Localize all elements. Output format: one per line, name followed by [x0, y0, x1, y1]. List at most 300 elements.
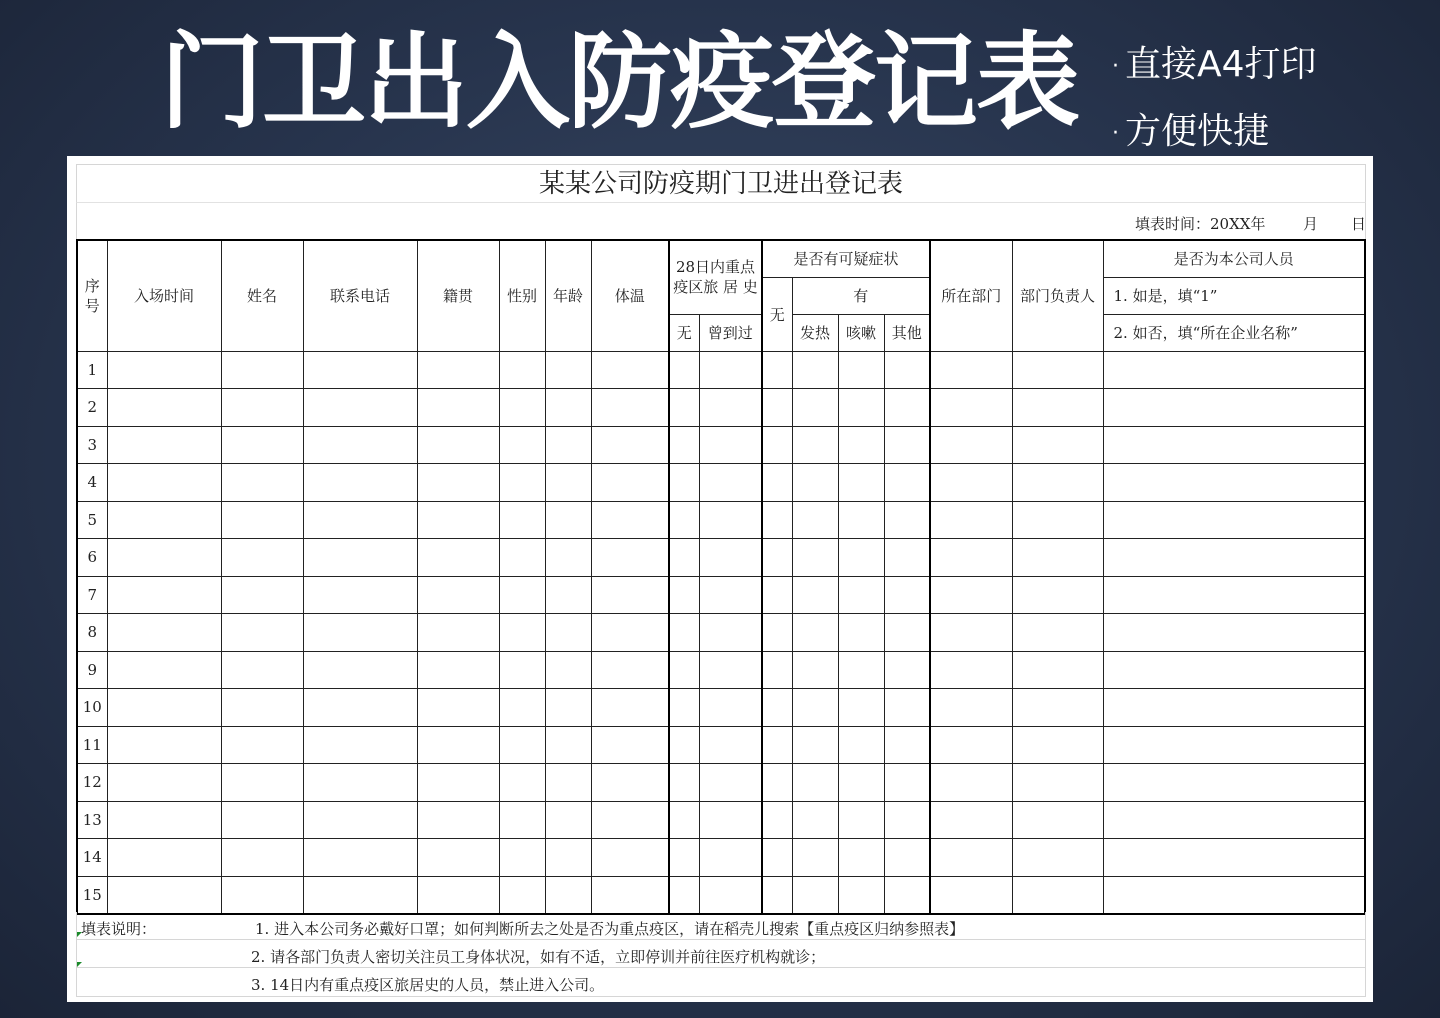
- fill-time-row[interactable]: [76, 202, 1366, 239]
- table-cell[interactable]: [1012, 764, 1103, 802]
- table-cell[interactable]: [669, 614, 699, 652]
- table-cell[interactable]: [699, 351, 762, 389]
- table-cell[interactable]: [884, 764, 930, 802]
- table-cell[interactable]: [545, 651, 591, 689]
- table-cell[interactable]: [669, 389, 699, 427]
- table-cell[interactable]: [884, 726, 930, 764]
- table-cell[interactable]: [1103, 614, 1365, 652]
- table-cell[interactable]: [1012, 351, 1103, 389]
- table-cell[interactable]: [107, 464, 221, 502]
- table-cell[interactable]: [221, 651, 303, 689]
- table-cell[interactable]: [1103, 651, 1365, 689]
- row-number-cell[interactable]: 9: [77, 651, 107, 689]
- table-cell[interactable]: [1103, 464, 1365, 502]
- table-cell[interactable]: [762, 651, 792, 689]
- table-cell[interactable]: [591, 501, 669, 539]
- table-cell[interactable]: [303, 876, 417, 914]
- table-cell[interactable]: [221, 501, 303, 539]
- table-cell[interactable]: [591, 576, 669, 614]
- table-cell[interactable]: [1012, 876, 1103, 914]
- table-cell[interactable]: [838, 576, 884, 614]
- table-cell[interactable]: [838, 876, 884, 914]
- table-cell[interactable]: [762, 539, 792, 577]
- table-cell[interactable]: [107, 614, 221, 652]
- table-cell[interactable]: [762, 839, 792, 877]
- table-cell[interactable]: [884, 539, 930, 577]
- table-cell[interactable]: [1103, 689, 1365, 727]
- table-cell[interactable]: [930, 764, 1012, 802]
- table-cell[interactable]: [221, 876, 303, 914]
- table-cell[interactable]: [107, 651, 221, 689]
- table-cell[interactable]: [930, 389, 1012, 427]
- table-cell[interactable]: [107, 801, 221, 839]
- table-row: [77, 651, 1365, 689]
- table-cell[interactable]: [545, 464, 591, 502]
- table-cell[interactable]: [669, 464, 699, 502]
- table-cell[interactable]: [417, 539, 499, 577]
- table-cell[interactable]: [792, 351, 838, 389]
- table-cell[interactable]: [545, 539, 591, 577]
- table-cell[interactable]: [792, 614, 838, 652]
- table-cell[interactable]: [1103, 764, 1365, 802]
- table-cell[interactable]: [669, 351, 699, 389]
- table-cell[interactable]: [1012, 839, 1103, 877]
- table-row: [77, 501, 1365, 539]
- table-cell[interactable]: [930, 426, 1012, 464]
- row-number-cell[interactable]: 3: [77, 426, 107, 464]
- header-other[interactable]: 其他: [884, 314, 930, 351]
- row-number-cell[interactable]: 14: [77, 839, 107, 877]
- table-cell[interactable]: [838, 651, 884, 689]
- table-cell[interactable]: [762, 576, 792, 614]
- table-cell[interactable]: [303, 801, 417, 839]
- header-travel-history[interactable]: 28日内重点疫区旅 居 史: [669, 240, 762, 314]
- table-cell[interactable]: [499, 576, 545, 614]
- table-cell[interactable]: [1103, 839, 1365, 877]
- table-cell[interactable]: [545, 689, 591, 727]
- table-cell[interactable]: [107, 389, 221, 427]
- table-cell[interactable]: [792, 539, 838, 577]
- table-cell[interactable]: [545, 501, 591, 539]
- table-cell[interactable]: [884, 876, 930, 914]
- table-cell[interactable]: [792, 801, 838, 839]
- table-cell[interactable]: [499, 839, 545, 877]
- table-cell[interactable]: [930, 501, 1012, 539]
- table-cell[interactable]: [221, 801, 303, 839]
- table-cell[interactable]: [221, 426, 303, 464]
- table-cell[interactable]: [591, 351, 669, 389]
- table-cell[interactable]: [838, 464, 884, 502]
- table-cell[interactable]: [303, 464, 417, 502]
- header-dept-head[interactable]: 部门负责人: [1012, 240, 1103, 351]
- table-cell[interactable]: [838, 389, 884, 427]
- note-line[interactable]: [77, 968, 1365, 995]
- table-cell[interactable]: [545, 389, 591, 427]
- table-cell[interactable]: [699, 464, 762, 502]
- row-number-cell[interactable]: 8: [77, 614, 107, 652]
- header-symptom-none[interactable]: 无: [762, 277, 792, 351]
- note-line[interactable]: [77, 940, 1365, 968]
- table-cell[interactable]: [930, 576, 1012, 614]
- table-cell[interactable]: [1103, 726, 1365, 764]
- note-text: 1. 进入本公司务必戴好口罩；如何判断所去之处是否为重点疫区，请在稻壳儿搜索【重点疫区归纳参照表】: [255, 920, 965, 938]
- table-cell[interactable]: [762, 426, 792, 464]
- table-cell[interactable]: [699, 689, 762, 727]
- table-cell[interactable]: [699, 539, 762, 577]
- table-cell[interactable]: [792, 576, 838, 614]
- table-cell[interactable]: [884, 464, 930, 502]
- table-row: [77, 689, 1365, 727]
- table-cell[interactable]: [838, 726, 884, 764]
- table-cell[interactable]: [107, 839, 221, 877]
- table-cell[interactable]: [1103, 389, 1365, 427]
- feature-item: [1112, 36, 1317, 87]
- table-cell[interactable]: [699, 651, 762, 689]
- table-cell[interactable]: [303, 389, 417, 427]
- table-cell[interactable]: [221, 839, 303, 877]
- table-cell[interactable]: [669, 839, 699, 877]
- table-cell[interactable]: [221, 576, 303, 614]
- table-cell[interactable]: [669, 576, 699, 614]
- header-name[interactable]: 姓名: [221, 240, 303, 351]
- table-cell[interactable]: [699, 426, 762, 464]
- table-cell[interactable]: [221, 389, 303, 427]
- header-seq[interactable]: 序号: [77, 240, 107, 351]
- table-cell[interactable]: [417, 576, 499, 614]
- table-cell[interactable]: [499, 876, 545, 914]
- table-row: [77, 614, 1365, 652]
- feature-item: [1112, 103, 1269, 154]
- table-cell[interactable]: [545, 576, 591, 614]
- row-number-cell[interactable]: 11: [77, 726, 107, 764]
- table-cell[interactable]: [591, 801, 669, 839]
- row-number-cell[interactable]: 12: [77, 764, 107, 802]
- bullet-dot: ·: [1112, 53, 1119, 79]
- table-cell[interactable]: [1012, 501, 1103, 539]
- table-cell[interactable]: [221, 464, 303, 502]
- header-travel-none[interactable]: 无: [669, 314, 699, 351]
- table-cell[interactable]: [762, 726, 792, 764]
- table-cell[interactable]: [699, 389, 762, 427]
- table-cell[interactable]: [792, 501, 838, 539]
- table-cell[interactable]: [499, 426, 545, 464]
- table-cell[interactable]: [107, 876, 221, 914]
- table-cell[interactable]: [221, 726, 303, 764]
- table-cell[interactable]: [499, 539, 545, 577]
- table-cell[interactable]: [930, 876, 1012, 914]
- row-number-cell[interactable]: 10: [77, 689, 107, 727]
- table-cell[interactable]: [107, 689, 221, 727]
- table-cell[interactable]: [838, 539, 884, 577]
- table-cell[interactable]: [838, 614, 884, 652]
- table-cell[interactable]: [107, 501, 221, 539]
- table-cell[interactable]: [762, 464, 792, 502]
- table-cell[interactable]: [838, 689, 884, 727]
- table-cell[interactable]: [1012, 689, 1103, 727]
- table-cell[interactable]: [669, 689, 699, 727]
- table-row: [77, 426, 1365, 464]
- header-temperature[interactable]: 体温: [591, 240, 669, 351]
- table-cell[interactable]: [221, 614, 303, 652]
- table-cell[interactable]: [1103, 539, 1365, 577]
- table-cell[interactable]: [838, 351, 884, 389]
- table-cell[interactable]: [545, 426, 591, 464]
- table-cell[interactable]: [838, 426, 884, 464]
- table-cell[interactable]: [669, 651, 699, 689]
- table-cell[interactable]: [417, 876, 499, 914]
- table-cell[interactable]: [1012, 726, 1103, 764]
- table-cell[interactable]: [884, 651, 930, 689]
- table-cell[interactable]: [417, 426, 499, 464]
- header-department[interactable]: 所在部门: [930, 240, 1012, 351]
- table-cell[interactable]: [792, 876, 838, 914]
- header-origin[interactable]: 籍贯: [417, 240, 499, 351]
- table-cell[interactable]: [1012, 614, 1103, 652]
- header-entry-time[interactable]: 入场时间: [107, 240, 221, 351]
- table-cell[interactable]: [499, 764, 545, 802]
- row-number-cell[interactable]: 5: [77, 501, 107, 539]
- table-cell[interactable]: [930, 839, 1012, 877]
- table-cell[interactable]: [303, 726, 417, 764]
- row-number-cell[interactable]: 1: [77, 351, 107, 389]
- table-cell[interactable]: [699, 764, 762, 802]
- table-cell[interactable]: [107, 426, 221, 464]
- table-cell[interactable]: [669, 801, 699, 839]
- table-cell[interactable]: [699, 839, 762, 877]
- table-cell[interactable]: [762, 801, 792, 839]
- table-cell[interactable]: [930, 726, 1012, 764]
- table-cell[interactable]: [884, 839, 930, 877]
- table-cell[interactable]: [792, 389, 838, 427]
- table-cell[interactable]: [884, 426, 930, 464]
- header-symptom-yes[interactable]: 有: [792, 277, 930, 314]
- table-cell[interactable]: [545, 351, 591, 389]
- table-cell[interactable]: [762, 764, 792, 802]
- table-cell[interactable]: [1012, 426, 1103, 464]
- table-cell[interactable]: [499, 614, 545, 652]
- table-cell[interactable]: [884, 576, 930, 614]
- table-cell[interactable]: [792, 651, 838, 689]
- table-cell[interactable]: [669, 501, 699, 539]
- table-cell[interactable]: [303, 426, 417, 464]
- row-number-cell[interactable]: 2: [77, 389, 107, 427]
- table-cell[interactable]: [699, 501, 762, 539]
- table-cell[interactable]: [221, 764, 303, 802]
- table-cell[interactable]: [699, 801, 762, 839]
- table-cell[interactable]: [417, 764, 499, 802]
- table-cell[interactable]: [303, 576, 417, 614]
- table-cell[interactable]: [545, 764, 591, 802]
- table-cell[interactable]: [499, 726, 545, 764]
- header-fever[interactable]: 发热: [792, 314, 838, 351]
- table-cell[interactable]: [1012, 464, 1103, 502]
- header-symptoms[interactable]: 是否有可疑症状: [762, 240, 930, 277]
- table-cell[interactable]: [545, 614, 591, 652]
- table-cell[interactable]: [417, 389, 499, 427]
- table-cell[interactable]: [669, 876, 699, 914]
- table-cell[interactable]: [1103, 801, 1365, 839]
- table-cell[interactable]: [1012, 801, 1103, 839]
- header-gender[interactable]: 性别: [499, 240, 545, 351]
- table-cell[interactable]: [930, 651, 1012, 689]
- header-phone[interactable]: 联系电话: [303, 240, 417, 351]
- table-cell[interactable]: [838, 501, 884, 539]
- table-cell[interactable]: [1103, 426, 1365, 464]
- table-cell[interactable]: [221, 351, 303, 389]
- table-cell[interactable]: [699, 614, 762, 652]
- table-cell[interactable]: [1012, 389, 1103, 427]
- row-number-cell[interactable]: 13: [77, 801, 107, 839]
- note-line[interactable]: [77, 912, 1365, 940]
- header-travel-visited[interactable]: 曾到过: [699, 314, 762, 351]
- table-cell[interactable]: [762, 501, 792, 539]
- notes-section: [76, 912, 1366, 997]
- table-cell[interactable]: [499, 651, 545, 689]
- table-cell[interactable]: [930, 689, 1012, 727]
- table-cell[interactable]: [221, 539, 303, 577]
- table-cell[interactable]: [417, 689, 499, 727]
- table-cell[interactable]: [303, 689, 417, 727]
- table-cell[interactable]: [417, 501, 499, 539]
- table-cell[interactable]: [792, 726, 838, 764]
- table-cell[interactable]: [699, 726, 762, 764]
- table-cell[interactable]: [930, 464, 1012, 502]
- header-cough[interactable]: 咳嗽: [838, 314, 884, 351]
- table-cell[interactable]: [884, 801, 930, 839]
- table-cell[interactable]: [303, 764, 417, 802]
- table-cell[interactable]: [591, 464, 669, 502]
- table-cell[interactable]: [221, 689, 303, 727]
- table-cell[interactable]: [107, 539, 221, 577]
- table-cell[interactable]: [1103, 876, 1365, 914]
- table-cell[interactable]: [591, 389, 669, 427]
- table-cell[interactable]: [107, 764, 221, 802]
- feature-label: 方便快捷: [1125, 111, 1270, 152]
- table-cell[interactable]: [417, 839, 499, 877]
- table-cell[interactable]: [417, 614, 499, 652]
- row-number-cell[interactable]: 7: [77, 576, 107, 614]
- table-cell[interactable]: [545, 726, 591, 764]
- table-cell[interactable]: [417, 726, 499, 764]
- table-cell[interactable]: [669, 539, 699, 577]
- note-text: 2. 请各部门负责人密切关注员工身体状况，如有不适，立即停训并前往医疗机构就诊；: [251, 948, 826, 966]
- table-cell[interactable]: [792, 426, 838, 464]
- table-cell[interactable]: [762, 351, 792, 389]
- table-cell[interactable]: [838, 839, 884, 877]
- table-cell[interactable]: [499, 689, 545, 727]
- table-row: [77, 389, 1365, 427]
- header-age[interactable]: 年龄: [545, 240, 591, 351]
- table-cell[interactable]: [545, 876, 591, 914]
- table-cell[interactable]: [792, 464, 838, 502]
- table-cell[interactable]: [591, 764, 669, 802]
- spreadsheet-sheet: [67, 156, 1373, 1002]
- table-cell[interactable]: [417, 651, 499, 689]
- table-cell[interactable]: [417, 464, 499, 502]
- table-cell[interactable]: [303, 614, 417, 652]
- table-cell[interactable]: [1103, 501, 1365, 539]
- table-cell[interactable]: [499, 464, 545, 502]
- table-cell[interactable]: [591, 876, 669, 914]
- table-cell[interactable]: [699, 576, 762, 614]
- table-cell[interactable]: [303, 351, 417, 389]
- table-cell[interactable]: [1012, 651, 1103, 689]
- header-employee-rule-2[interactable]: 2. 如否，填“所在企业名称”: [1103, 314, 1365, 351]
- table-cell[interactable]: [303, 839, 417, 877]
- table-cell[interactable]: [792, 839, 838, 877]
- sheet-title[interactable]: 某某公司防疫期门卫进出登记表: [76, 164, 1366, 203]
- table-cell[interactable]: [792, 689, 838, 727]
- table-cell[interactable]: [591, 689, 669, 727]
- table-cell[interactable]: [699, 876, 762, 914]
- table-cell[interactable]: [792, 764, 838, 802]
- table-cell[interactable]: [838, 801, 884, 839]
- table-cell[interactable]: [499, 501, 545, 539]
- table-cell[interactable]: [884, 501, 930, 539]
- table-cell[interactable]: [762, 689, 792, 727]
- table-cell[interactable]: [669, 426, 699, 464]
- row-number-cell[interactable]: 15: [77, 876, 107, 914]
- table-cell[interactable]: [762, 389, 792, 427]
- table-cell[interactable]: [930, 351, 1012, 389]
- day-label: 日: [1351, 215, 1367, 233]
- table-cell[interactable]: [762, 876, 792, 914]
- table-cell[interactable]: [303, 501, 417, 539]
- table-cell[interactable]: [591, 539, 669, 577]
- table-cell[interactable]: [884, 389, 930, 427]
- table-cell[interactable]: [1012, 539, 1103, 577]
- table-cell[interactable]: [930, 539, 1012, 577]
- row-number-cell[interactable]: 4: [77, 464, 107, 502]
- header-is-employee[interactable]: 是否为本公司人员: [1103, 240, 1365, 277]
- table-cell[interactable]: [884, 351, 930, 389]
- table-cell[interactable]: [591, 651, 669, 689]
- table-cell[interactable]: [762, 614, 792, 652]
- table-cell[interactable]: [499, 389, 545, 427]
- table-cell[interactable]: [884, 689, 930, 727]
- header-employee-rule-1[interactable]: 1. 如是，填“1”: [1103, 277, 1365, 314]
- table-row: [77, 351, 1365, 389]
- table-cell[interactable]: [930, 614, 1012, 652]
- table-cell[interactable]: [591, 426, 669, 464]
- table-row: [77, 764, 1365, 802]
- table-cell[interactable]: [417, 351, 499, 389]
- table-cell[interactable]: [1103, 351, 1365, 389]
- table-cell[interactable]: [545, 801, 591, 839]
- table-cell[interactable]: [417, 801, 499, 839]
- table-cell[interactable]: [591, 726, 669, 764]
- table-cell[interactable]: [884, 614, 930, 652]
- row-number-cell[interactable]: 6: [77, 539, 107, 577]
- table-cell[interactable]: [303, 651, 417, 689]
- table-cell[interactable]: [669, 726, 699, 764]
- table-cell[interactable]: [545, 839, 591, 877]
- table-cell[interactable]: [591, 614, 669, 652]
- table-cell[interactable]: [107, 576, 221, 614]
- table-cell[interactable]: [930, 801, 1012, 839]
- table-cell[interactable]: [591, 839, 669, 877]
- table-cell[interactable]: [499, 351, 545, 389]
- table-cell[interactable]: [107, 351, 221, 389]
- table-cell[interactable]: [107, 726, 221, 764]
- table-row: [77, 726, 1365, 764]
- table-cell[interactable]: [499, 801, 545, 839]
- table-cell[interactable]: [838, 764, 884, 802]
- table-cell[interactable]: [303, 539, 417, 577]
- table-cell[interactable]: [669, 764, 699, 802]
- table-cell[interactable]: [1103, 576, 1365, 614]
- table-cell[interactable]: [1012, 576, 1103, 614]
